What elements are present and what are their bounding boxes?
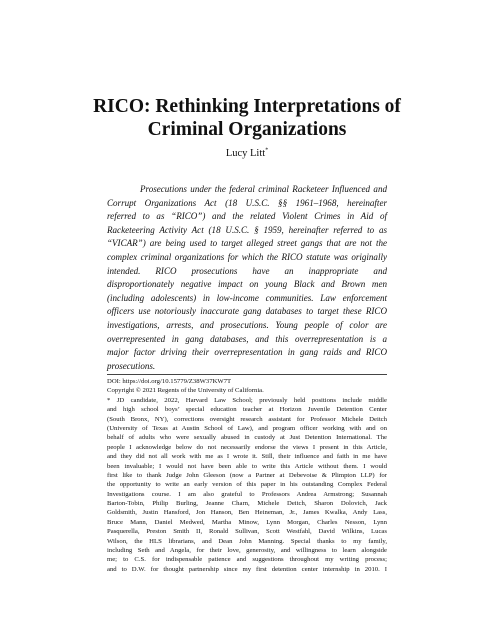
footnote-line: been invaluable; I would not have been able to write this Article without them. I would [107, 462, 387, 470]
abstract-line: disproportionately negative impact on young Black and Brown men [107, 279, 387, 290]
abstract-line: Corrupt Organizations Act (18 U.S.C. §§ 1961–1968, hereinafter [107, 197, 387, 208]
abstract-line: referred to as “RICO”) and the related Violent Crimes in Aid of [107, 211, 387, 222]
footnote-line: me; to C.S. for indispensable patience and suggestions throughout my writing process; [107, 556, 387, 564]
footnote-line: Investigations course. I am also grateful to Professors Andrea Armstrong; Susannah [107, 490, 387, 498]
abstract-line: overrepresented in gang databases, and this overrepresentation is a [107, 333, 387, 344]
footnote-line: Barton-Tobin, Philip Burling, Jeanne Charn, Michele Deitch, Sharon Dolovich, Jack [107, 500, 387, 508]
author-line [0, 148, 494, 159]
copyright-line: Copyright © 2021 Regents of the University of California. [107, 387, 264, 395]
footnote-divider [107, 374, 387, 375]
author-footnote-mark[interactable]: * [265, 147, 269, 154]
footnotes [107, 377, 387, 574]
abstract-line: major factor driving their overrepresentation in gang raids and RICO [107, 347, 387, 358]
footnote-line: Goldsmith, Justin Hansford, Jon Hanson, Ben Heineman, Jr., James Kwalka, Andy Lass, [107, 509, 387, 517]
article-title: RICO: Rethinking Interpretations of Criminal Organizations [93, 96, 401, 140]
author-name: Lucy Litt [225, 148, 266, 159]
footnote-line: Pasquerella, Preston Smith II, Ronald Sullivan, Scott Westfahl, David Wilkins, Lucas [107, 528, 387, 536]
footnote-line: and high school boys’ special education teacher at Horizon Juvenile Detention Center [107, 406, 387, 414]
abstract-line: “VICAR”) are being used to target alleged street gangs that are not the [107, 238, 387, 249]
footnote-line: (University of Texas at Austin School of Law), and program officer working with and on [107, 424, 387, 432]
footnote-line: Wilson, the HLS librarians, and Dean John Manning. Special thanks to my family, [107, 537, 387, 545]
abstract-line: complex criminal organizations for which the RICO statute was originally [107, 251, 387, 262]
footnote-line: first like to thank Judge John Gleeson (now a Partner at Debevoise & Plimpton LLP) for [107, 471, 387, 479]
abstract-line: intended. RICO prosecutions have an inappropriate and [107, 265, 387, 276]
abstract-line: officers use notoriously inaccurate gang databases to target these RICO [107, 306, 387, 317]
abstract-line: (including adolescents) in low-income communities. Law enforcement [107, 292, 387, 303]
footnote-line: Bruce Mann, Daniel Medwed, Martha Minow, Lynn Morgan, Charles Nesson, Lynn [107, 518, 387, 526]
abstract-line: prosecutions. [107, 360, 156, 371]
abstract [107, 183, 387, 373]
abstract-line: investigations, arrests, and prosecutions. Young people of color are [107, 319, 387, 330]
abstract-line: Prosecutions under the federal criminal Racketeer Influenced and [140, 184, 387, 194]
footnote-line: and they did not all work with me as I wrote it. Still, their influence and faith in me have [107, 453, 387, 461]
abstract-line: Racketeering Activity Act (18 U.S.C. § 1959, hereinafter referred to as [107, 224, 387, 235]
footnote-line: and to D.W. for thought partnership since my first detention center internship in 2010. I [107, 565, 387, 573]
footnote-line: * JD candidate, 2022, Harvard Law School; previously held positions include middle [107, 396, 387, 404]
footnote-line: including Seth and Angela, for their love, generosity, and willingness to learn alongside [107, 547, 387, 555]
doi-line[interactable]: DOI: https://doi.org/10.15779/Z38W37KW7T [107, 378, 232, 385]
footnote-line: behalf of adults who were sexually abused in custody at Just Detention International. The [107, 434, 387, 442]
footnote-line: (South Bronx, NY), corrections oversight research assistant for Professor Michele Deitch [107, 415, 387, 423]
footnote-line: people I acknowledge below do not necessarily endorse the views I present in this Article, [107, 443, 387, 451]
footnote-line: the opportunity to write an early version of this paper in his outstanding Complex Federal [107, 481, 387, 489]
